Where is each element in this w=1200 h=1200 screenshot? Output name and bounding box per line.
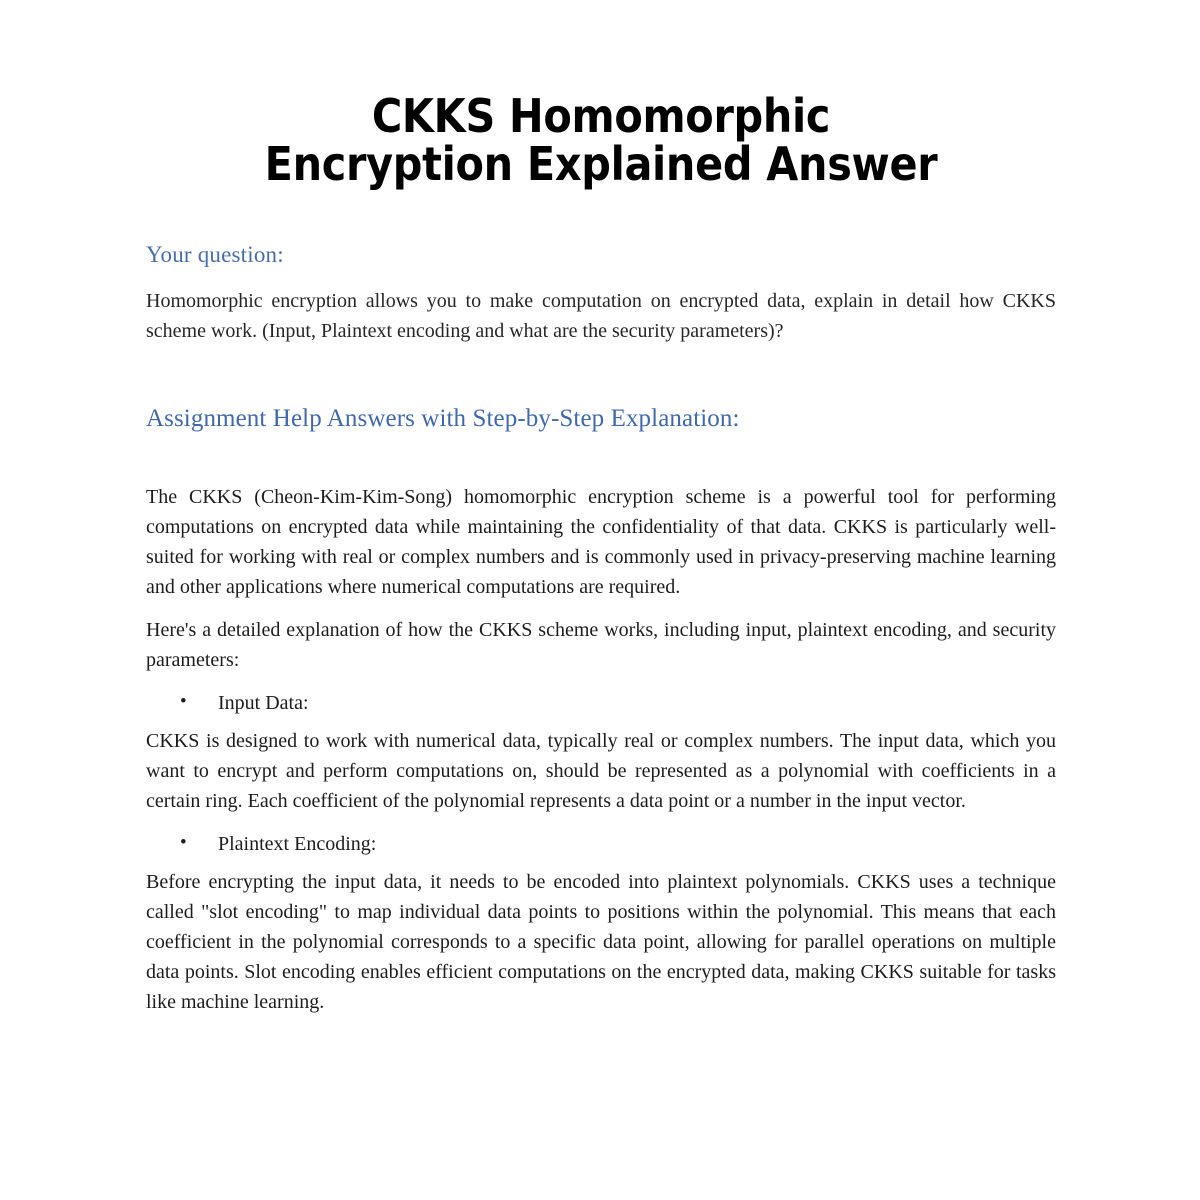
page-title [141,0,1061,192]
question-heading: Your question: [146,241,284,267]
question-text: Homomorphic encryption allows you to make computation on encrypted data, explain in detail how CKKS scheme work. (Input, Plaintext encoding and what are the security parameters)? [146,290,1056,343]
paragraph-lead-in: Here's a detailed explanation of how the CKKS scheme works, including input, plaintext encoding, and security parameters: [146,619,1056,672]
bullet-label-input-data: Input Data: [218,692,309,715]
paragraph-intro: The CKKS (Cheon-Kim-Kim-Song) homomorphic encryption scheme is a powerful tool for performing computations on encrypted data while maintaining the confidentiality of that data. CKKS is particularly well-suited for working with real or complex numbers and is commonly used in privacy-preserving machine learning and other applications where numerical computations are required. [146,486,1056,599]
page-title-line-1: CKKS Homomorphic [371,89,831,143]
bullet-list-input-data [146,688,1056,718]
answer-body [146,434,1056,1017]
list-item [146,688,1056,718]
paragraph-input-data: CKKS is designed to work with numerical data, typically real or complex numbers. The input data, which you want to encrypt and perform computations on, should be represented as a polynomial with coefficients in a certain ring. Each coefficient of the polynomial represents a data point or a number in the input vector. [146,730,1056,813]
document-content [146,0,1056,1017]
list-item [146,829,1056,859]
paragraph-plaintext-encoding: Before encrypting the input data, it needs to be encoded into plaintext polynomials. CKKS uses a technique called "slot encoding" to map individual data points to positions within the polynomial. This means that each coefficient in the polynomial corresponds to a specific data point, allowing for parallel operations on multiple data points. Slot encoding enables efficient computations on the encrypted data, making CKKS suitable for tasks like machine learning. [146,871,1056,1014]
page-title-line-2: Encryption Explained Answer [264,137,938,192]
answer-heading: Assignment Help Answers with Step-by-Step Explanation: [146,405,740,433]
bullet-label-plaintext-encoding: Plaintext Encoding: [218,833,377,856]
bullet-list-plaintext-encoding [146,829,1056,859]
